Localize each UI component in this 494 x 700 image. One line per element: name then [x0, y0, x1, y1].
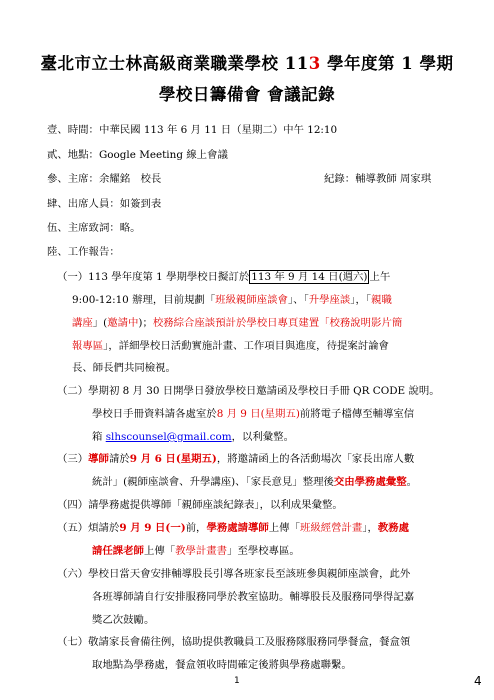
red-text: 講座	[72, 317, 93, 329]
text: （一）113 學年度第 1 學期學校日擬訂於	[57, 271, 250, 283]
text: （五）煩請於	[57, 522, 120, 534]
document-subtitle: 學校日籌備會 會議記錄	[158, 85, 336, 104]
title-red-digit: 3	[308, 54, 321, 73]
item-4: （四）請學務處提供導師「親師座談紀錄表」，以利成果彙整。	[57, 499, 343, 511]
red-text: 邀請中	[107, 317, 139, 329]
red-text: 8 月 9 日(星期五)	[216, 408, 300, 420]
red-text: 導師	[88, 453, 109, 465]
text: )；	[138, 317, 153, 329]
meeting-recorder: 紀錄：輔導教師 周家琪	[324, 173, 432, 185]
meeting-attendees: 肆、出席人員：如簽到表	[47, 198, 162, 210]
red-text: 教學計畫書	[175, 545, 228, 557]
text: 請於	[108, 453, 130, 465]
red-text: 交由學務處彙整	[333, 476, 407, 488]
text: 上傳「	[143, 545, 176, 557]
item-3-line-1	[57, 452, 414, 467]
item-2-line-2	[92, 407, 414, 422]
text: 」、「	[287, 294, 309, 306]
text: 」(	[92, 317, 108, 329]
text: 上午	[369, 271, 391, 283]
meeting-time: 壹、時間：中華民國 113 年 6 月 11 日（星期二）中午 12:10	[47, 124, 338, 136]
red-text: 9 月 6 日(星期五)	[129, 453, 217, 465]
item-2-line-1: （二）學期初 8 月 30 日開學日發放學校日邀請函及學校日手冊 QR CODE 說明。	[57, 385, 440, 397]
item-1-line-2	[72, 293, 392, 308]
red-text: 班級經營計畫	[299, 522, 363, 534]
text: 」，	[362, 522, 378, 534]
title-text: 臺北市立士林高級商業職業學校 11	[40, 54, 309, 73]
item-6-line-3: 獎乙次鼓勵。	[92, 614, 155, 626]
red-text: 教務處	[377, 522, 410, 534]
item-7-line-1: （七）敬請家長會備往例，協助提供教職員工及服務隊服務同學餐盒，餐盒領	[57, 636, 411, 648]
red-text: 校務綜合座談預計於學校日專頁建置「校務說明影片簡	[152, 317, 403, 329]
text: 前，	[185, 522, 207, 534]
meeting-chair: 參、主席：余耀銘 校長	[47, 173, 162, 185]
date-box: 113 年 9 月 14 日(週六)	[251, 271, 368, 283]
red-text: 9 月 9 日(一)	[119, 522, 186, 534]
item-5-line-2	[92, 544, 300, 559]
item-5-line-1	[57, 521, 409, 536]
text: 學校日手冊資料請各處室於	[92, 408, 217, 420]
red-text: 班級親師座談會	[215, 294, 288, 306]
page-corner-number: 4	[474, 674, 482, 688]
item-1-line-3	[72, 316, 402, 331]
text: 」，「	[350, 294, 372, 306]
text: 箱	[92, 431, 106, 443]
text: 上傳「	[268, 522, 300, 534]
text: 統計」(親師座談會、升學講座)、「家長意見」整理後	[92, 476, 334, 488]
item-1-line-1	[57, 270, 390, 285]
text: 。	[406, 476, 418, 488]
text: ，將邀請函上的各活動場次「家長出席人數	[216, 453, 415, 465]
email-link[interactable]: slhscounsel@gmail.com	[105, 431, 232, 443]
item-1-line-4	[72, 339, 389, 354]
item-1-line-5: 長、師長們共同檢視。	[72, 362, 176, 374]
item-7-line-2: 取地點為學務處，餐盒領收時間確定後將與學務處聯繫。	[92, 659, 352, 671]
title-text-tail: 學年度第 1 學期	[320, 54, 454, 73]
text: 」，詳細學校日活動實施計畫、工作項目與進度，待提案討論會	[103, 340, 389, 352]
page-number: 1	[234, 676, 240, 686]
item-6-line-1: （六）學校日當天會安排輔導股長引導各班家長至該班參與親師座談會，此外	[57, 568, 411, 580]
red-text: 報專區	[72, 340, 104, 352]
text: （三）	[57, 453, 89, 465]
red-text: 請任課老師	[92, 545, 144, 557]
text: 9:00-12:10 辦理，目前規劃「	[72, 294, 216, 306]
text: 前將電子檔傳至輔導室信	[299, 408, 415, 420]
red-text: 學務處請導師	[206, 522, 269, 534]
red-text: 親職	[371, 294, 392, 306]
item-2-line-3	[92, 430, 294, 445]
chair-speech: 伍、主席致詞：略。	[47, 222, 141, 234]
meeting-place: 貳、地點：Google Meeting 線上會議	[47, 149, 228, 161]
work-report-heading: 陸、工作報告：	[47, 246, 120, 258]
text: ，以利彙整。	[231, 431, 294, 443]
red-text: 升學座談	[308, 294, 351, 306]
item-3-line-2	[92, 475, 417, 490]
document-title	[0, 50, 494, 74]
text: 」至學校專區。	[227, 545, 300, 557]
item-6-line-2: 各班導師請自行安排服務同學於教室協助。輔導股長及服務同學得記嘉	[92, 591, 415, 603]
